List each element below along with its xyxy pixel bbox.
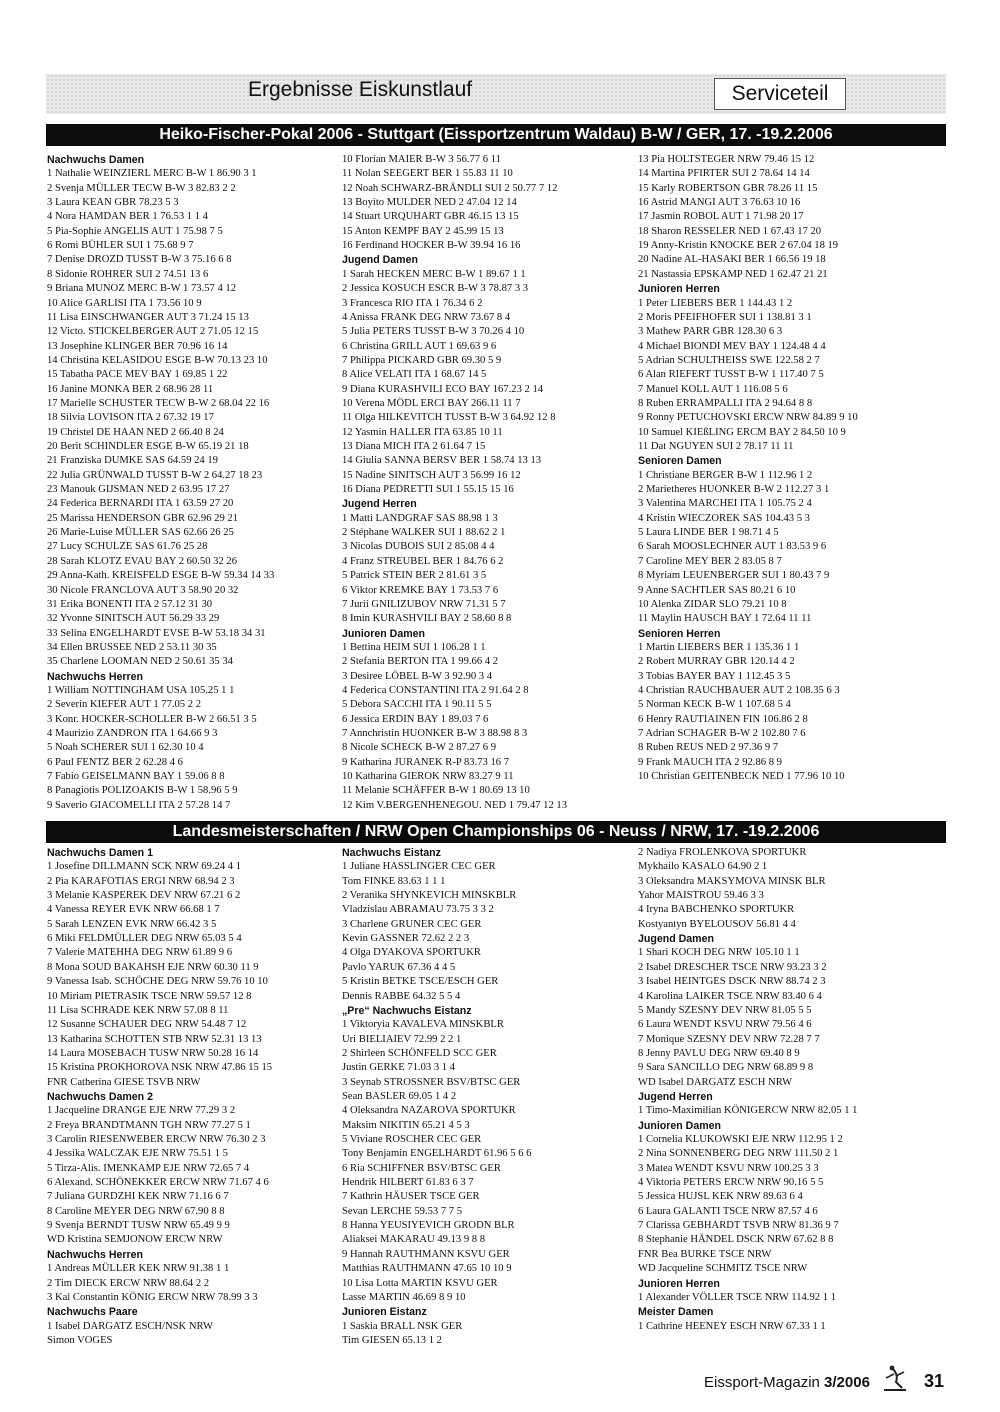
result-row: 5 Sarah LENZEN EVK NRW 66.42 3 5 xyxy=(47,918,217,930)
result-row: 1 Juliane HASSLINGER CEC GER xyxy=(342,861,496,873)
result-row: 6 Alan RIEFERT TUSST B-W 1 117.40 7 5 xyxy=(638,369,824,381)
result-row: 12 Kim V.BERGENHENEGOU. NED 1 79.47 12 13 xyxy=(342,799,568,811)
result-row: 8 Imin KURASHVILI BAY 2 58.60 8 8 xyxy=(342,613,512,625)
result-row: 15 Karly ROBERTSON GBR 78.26 11 15 xyxy=(638,182,818,194)
result-row: 22 Julia GRÜNWALD TUSST B-W 2 64.27 18 23 xyxy=(47,469,263,481)
category-heading: Junioren Damen xyxy=(342,627,426,640)
result-row: 3 Carolin RIESENWEBER ERCW NRW 76.30 2 3 xyxy=(47,1134,266,1145)
result-row: 29 Anna-Kath. KREISFELD ESGE B-W 59.34 14 33 xyxy=(47,570,275,582)
result-row: 15 Nadine SINITSCH AUT 3 56.99 16 12 xyxy=(342,469,521,481)
result-row: 3 Francesca RIO ITA 1 76.34 6 2 xyxy=(342,297,483,309)
result-row: 9 Sara SANCILLO DEG NRW 68.89 9 8 xyxy=(638,1062,814,1074)
footer-magazine-name: Eissport-Magazin xyxy=(704,1374,825,1391)
result-row: Vladzislau ABRAMAU 73.75 3 3 2 xyxy=(342,904,494,916)
result-row: 4 Franz STREUBEL BER 1 84.76 6 2 xyxy=(342,555,504,567)
result-row: Maksim NIKITIN 65.21 4 5 3 xyxy=(342,1119,470,1131)
result-row: 14 Martina PFIRTER SUI 2 78.64 14 14 xyxy=(638,168,810,180)
result-row: 3 Seynab STROSSNER BSV/BTSC GER xyxy=(342,1076,521,1088)
result-row: 1 Viktoryia KAVALEVA MINSKBLR xyxy=(342,1019,504,1031)
result-row: 7 Denise DROZD TUSST B-W 3 75.16 6 8 xyxy=(47,254,232,266)
event1-title: Heiko-Fischer-Pokal 2006 - Stuttgart (Eissportzentrum Waldau) B-W / GER, 17. -19.2.2006 xyxy=(46,124,946,146)
result-row: 5 Julia PETERS TUSST B-W 3 70.26 4 10 xyxy=(342,326,525,338)
result-row: 3 Desiree LÖBEL B-W 3 92.90 3 4 xyxy=(342,670,493,682)
result-row: 6 Miki FELDMÜLLER DEG NRW 65.03 5 4 xyxy=(47,933,242,945)
category-heading: Nachwuchs Herren xyxy=(47,1248,143,1261)
result-row: 1 Cornelia KLUKOWSKI EJE NRW 112.95 1 2 xyxy=(638,1134,843,1145)
result-row: 3 Mathew PARR GBR 128.30 6 3 xyxy=(638,326,783,338)
result-row: Justin GERKE 71.03 3 1 4 xyxy=(342,1062,456,1074)
result-row: 11 Dat NGUYEN SUI 2 78.17 11 11 xyxy=(638,441,794,452)
result-row: 4 Oleksandra NAZAROVA SPORTUKR xyxy=(342,1105,516,1117)
result-row: 3 Melanie KASPEREK DEV NRW 67.21 6 2 xyxy=(47,890,241,902)
result-row: 34 Ellen BRUSSEE NED 2 53.11 30 35 xyxy=(47,641,217,653)
result-row: 9 Svenja BERNDT TUSW NRW 65.49 9 9 xyxy=(47,1220,230,1232)
result-row: 2 Stefania BERTON ITA 1 99.66 4 2 xyxy=(342,656,499,668)
category-heading: Nachwuchs Damen 2 xyxy=(47,1090,153,1103)
result-row: Uri BIELIAIEV 72.99 2 2 1 xyxy=(342,1033,462,1045)
result-row: 2 Shirleen SCHÖNFELD SCC GER xyxy=(342,1047,497,1059)
result-row: 2 Pia KARAFOTIAS ERGI NRW 68.94 2 3 xyxy=(47,875,235,887)
result-row: 25 Marissa HENDERSON GBR 62.96 29 21 xyxy=(47,512,238,524)
result-row: WD Kristina SEMJONOW ERCW NRW xyxy=(47,1234,223,1246)
result-row: 8 Hanna YEUSIYEVICH GRODN BLR xyxy=(342,1220,515,1232)
result-row: 32 Yvonne SINITSCH AUT 56.29 33 29 xyxy=(47,613,220,625)
result-row: 8 Ruben REUS NED 2 97.36 9 7 xyxy=(638,742,779,754)
result-row: 10 Samuel KIEßLING ERCM BAY 2 84.50 10 9 xyxy=(638,426,846,438)
result-row: 6 Romi BÜHLER SUI 1 75.68 9 7 xyxy=(47,240,194,252)
category-heading: Senioren Herren xyxy=(638,627,721,640)
result-row: 6 Laura GALANTI TSCE NRW 87.57 4 6 xyxy=(638,1205,818,1217)
result-row: 11 Lisa EINSCHWANGER AUT 3 71.24 15 13 xyxy=(47,311,249,323)
footer-magazine xyxy=(704,1374,870,1391)
result-row: 17 Marielle SCHUSTER TECW B-W 2 68.04 22 16 xyxy=(47,397,270,409)
result-row: 9 Hannah RAUTHMANN KSVU GER xyxy=(342,1248,510,1260)
page-title: Ergebnisse Eiskunstlauf xyxy=(248,78,473,101)
result-row: 6 Paul FENTZ BER 2 62.28 4 6 xyxy=(47,756,183,768)
result-row: 18 Silvia LOVISON ITA 2 67.32 19 17 xyxy=(47,412,214,424)
result-row: 4 Maurizio ZANDRON ITA 1 64.66 9 3 xyxy=(47,728,218,739)
result-row: 12 Victo. STICKELBERGER AUT 2 71.05 12 15 xyxy=(47,326,259,338)
result-row: 8 Mona SOUD BAKAHSH EJE NRW 60.30 11 9 xyxy=(47,961,259,973)
result-row: 10 Alenka ZIDAR SLO 79.21 10 8 xyxy=(638,598,787,610)
result-row: FNR Bea BURKE TSCE NRW xyxy=(638,1248,772,1260)
result-row: 4 Michael BIONDI MEV BAY 1 124.48 4 4 xyxy=(638,340,826,352)
result-row: 1 Alexander VÖLLER TSCE NRW 114.92 1 1 xyxy=(638,1291,836,1303)
result-row: 1 Saskia BRALL NSK GER xyxy=(342,1320,463,1332)
result-row: Yahor MAISTROU 59.46 3 3 xyxy=(638,890,764,902)
result-row: 4 Karolina LAIKER TSCE NRW 83.40 6 4 xyxy=(638,990,822,1002)
result-row: 8 Myriam LEUENBERGER SUI 1 80.43 7 9 xyxy=(638,570,830,582)
result-row: 19 Christel DE HAAN NED 2 66.40 8 24 xyxy=(47,426,224,438)
result-row: 9 Saverio GIACOMELLI ITA 2 57.28 14 7 xyxy=(47,799,231,811)
result-row: Dennis RABBE 64.32 5 5 4 xyxy=(342,990,461,1002)
result-row: 16 Astrid MANGI AUT 3 76.63 10 16 xyxy=(638,197,801,209)
result-row: 1 Sarah HECKEN MERC B-W 1 89.67 1 1 xyxy=(342,268,526,280)
result-row: 15 Kristina PROKHOROVA NSK NRW 47.86 15 15 xyxy=(47,1062,273,1074)
result-row: 1 Andreas MÜLLER KEK NRW 91.38 1 1 xyxy=(47,1263,230,1275)
result-row: 5 Jessica HUJSL KEK NRW 89.63 6 4 xyxy=(638,1191,803,1203)
category-heading: Jugend Damen xyxy=(342,254,418,267)
category-heading: Nachwuchs Paare xyxy=(47,1306,138,1319)
result-row: Tony Benjamin ENGELHARDT 61.96 5 6 6 xyxy=(342,1148,532,1160)
result-row: 6 Ria SCHIFFNER BSV/BTSC GER xyxy=(342,1162,501,1174)
category-heading: Nachwuchs Damen xyxy=(47,154,145,166)
result-row: 28 Sarah KLOTZ EVAU BAY 2 60.50 32 26 xyxy=(47,555,237,567)
result-row: 24 Federica BERNARDI ITA 1 63.59 27 20 xyxy=(47,498,234,510)
result-row: 10 Miriam PIETRASIK TSCE NRW 59.57 12 8 xyxy=(47,990,252,1002)
result-row: 11 Nolan SEEGERT BER 1 55.83 11 10 xyxy=(342,168,513,180)
result-row: 1 Cathrine HEENEY ESCH NRW 67.33 1 1 xyxy=(638,1320,826,1332)
result-row: 2 Jessica KOSUCH ESCR B-W 3 78.87 3 3 xyxy=(342,283,529,295)
result-row: 7 Juliana GURDZHI KEK NRW 71.16 6 7 xyxy=(47,1191,229,1203)
result-row: 1 Timo-Maximilian KÖNIGERCW NRW 82.05 1 1 xyxy=(638,1105,858,1117)
result-row: 5 Mandy SZESNY DEV NRW 81.05 5 5 xyxy=(638,1004,812,1016)
result-row: Tim GIESEN 65.13 1 2 xyxy=(342,1334,442,1346)
result-row: 6 Laura WENDT KSVU NRW 79.56 4 6 xyxy=(638,1019,812,1031)
result-row: 1 Matti LANDGRAF SAS 88.98 1 3 xyxy=(342,512,498,524)
result-row: 11 Maylin HAUSCH BAY 1 72.64 11 11 xyxy=(638,613,812,625)
result-row: Sevan LERCHE 59.53 7 7 5 xyxy=(342,1205,463,1217)
result-row: 6 Sarah MOOSLECHNER AUT 1 83.53 9 6 xyxy=(638,541,827,553)
result-row: 7 Monique SZESNY DEV NRW 72.28 7 7 xyxy=(638,1033,820,1045)
result-row: 10 Lisa Lotta MARTIN KSVU GER xyxy=(342,1277,498,1289)
result-row: 15 Anton KEMPF BAY 2 45.99 15 13 xyxy=(342,225,504,237)
result-row: 5 Adrian SCHULTHEISS SWE 122.58 2 7 xyxy=(638,354,820,366)
result-row: 4 Jessika WALCZAK EJE NRW 75.51 1 5 xyxy=(47,1148,228,1160)
result-row: 18 Sharon RESSELER NED 1 67.43 17 20 xyxy=(638,225,822,237)
result-row: 6 Alexand. SCHÖNEKKER ERCW NRW 71.67 4 6 xyxy=(47,1177,269,1189)
result-row: 7 Clarissa GEBHARDT TSVB NRW 81.36 9 7 xyxy=(638,1220,839,1232)
result-row: 16 Diana PEDRETTI SUI 1 55.15 15 16 xyxy=(342,484,514,496)
result-row: 13 Josephine KLINGER BER 70.96 16 14 xyxy=(47,340,228,352)
result-row: 12 Noah SCHWARZ-BRÄNDLI SUI 2 50.77 7 12 xyxy=(342,182,558,194)
result-row: 8 Panagiotis POLIZOAKIS B-W 1 58.96 5 9 xyxy=(47,785,238,797)
category-heading: Junioren Herren xyxy=(638,283,720,296)
result-row: Kevin GASSNER 72.62 2 2 3 xyxy=(342,933,470,945)
result-row: 9 Vanessa Isab. SCHÖCHE DEG NRW 59.76 10 10 xyxy=(47,976,268,988)
result-row: Hendrik HILBERT 61.83 6 3 7 xyxy=(342,1177,474,1189)
result-row: 7 Philippa PICKARD GBR 69.30 5 9 xyxy=(342,354,502,366)
result-row: 17 Jasmin ROBOL AUT 1 71.98 20 17 xyxy=(638,211,804,223)
category-heading: Meister Damen xyxy=(638,1306,714,1319)
result-row: 33 Selina ENGELHARDT EVSE B-W 53.18 34 31 xyxy=(47,627,266,639)
result-row: 1 Isabel DARGATZ ESCH/NSK NRW xyxy=(47,1320,213,1332)
result-row: Matthias RAUTHMANN 47.65 10 10 9 xyxy=(342,1263,512,1275)
result-row: 9 Frank MAUCH ITA 2 92.86 8 9 xyxy=(638,756,782,768)
category-heading: „Pre“ Nachwuchs Eistanz xyxy=(342,1004,472,1017)
result-row: 7 Kathrin HÄUSER TSCE GER xyxy=(342,1191,480,1203)
result-row: 9 Anne SACHTLER SAS 80.21 6 10 xyxy=(638,584,796,596)
result-row: 4 Kristin WIECZOREK SAS 104.43 5 3 xyxy=(638,512,810,524)
result-row: Lasse MARTIN 46.69 8 9 10 xyxy=(342,1291,466,1303)
result-row: 1 William NOTTINGHAM USA 105.25 1 1 xyxy=(47,684,235,696)
category-heading: Junioren Damen xyxy=(638,1119,722,1132)
result-row: 7 Adrian SCHAGER B-W 2 102.80 7 6 xyxy=(638,728,806,739)
result-row: 1 Jacqueline DRANGE EJE NRW 77.29 3 2 xyxy=(47,1105,236,1117)
result-row: 10 Florian MAIER B-W 3 56.77 6 11 xyxy=(342,154,501,165)
result-row: 1 Peter LIEBERS BER 1 144.43 1 2 xyxy=(638,297,793,309)
result-row: 3 Laura KEAN GBR 78.23 5 3 xyxy=(47,197,179,209)
result-row: WD Isabel DARGATZ ESCH NRW xyxy=(638,1076,793,1088)
page-number: 31 xyxy=(924,1371,945,1391)
result-row: Sean BASLER 69.05 1 4 2 xyxy=(342,1090,457,1102)
result-row: 14 Christina KELASIDOU ESGE B-W 70.13 23 10 xyxy=(47,354,268,366)
result-row: 15 Tabatha PACE MEV BAY 1 69.85 1 22 xyxy=(47,369,228,381)
category-heading: Junioren Herren xyxy=(638,1277,720,1290)
result-row: 2 Moris PFEIFHOFER SUI 1 138.81 3 1 xyxy=(638,311,812,323)
result-row: 8 Alice VELATI ITA 1 68.67 14 5 xyxy=(342,369,487,381)
result-row: 35 Charlene LOOMAN NED 2 50.61 35 34 xyxy=(47,656,233,668)
result-row: 1 Nathalie WEINZIERL MERC B-W 1 86.90 3 1 xyxy=(47,168,257,180)
result-row: 13 Pia HOLTSTEGER NRW 79.46 15 12 xyxy=(638,154,815,165)
result-row: 8 Stephanie HÄNDEL DSCK NRW 67.62 8 8 xyxy=(638,1234,834,1246)
result-row: 7 Annchristin HUONKER B-W 3 88.98 8 3 xyxy=(342,728,528,739)
result-row: 3 Isabel HEINTGES DSCK NRW 88.74 2 3 xyxy=(638,976,826,988)
result-row: 3 Tobias BAYER BAY 1 112.45 3 5 xyxy=(638,670,791,682)
result-row: 5 Pia-Sophie ANGELIS AUT 1 75.98 7 5 xyxy=(47,225,223,237)
result-row: 27 Lucy SCHULZE SAS 61.76 25 28 xyxy=(47,541,208,553)
result-row: 1 Shari KOCH DEG NRW 105.10 1 1 xyxy=(638,947,800,959)
result-row: 4 Anissa FRANK DEG NRW 73.67 8 4 xyxy=(342,311,511,323)
result-row: 2 Nadiya FROLENKOVA SPORTUKR xyxy=(638,847,807,858)
result-row: 16 Ferdinand HOCKER B-W 39.94 16 16 xyxy=(342,240,521,252)
result-row: 7 Fabio GEISELMANN BAY 1 59.06 8 8 xyxy=(47,771,225,783)
result-row: 10 Katharina GIEROK NRW 83.27 9 11 xyxy=(342,771,514,783)
category-heading: Jugend Herren xyxy=(342,498,417,511)
result-row: 13 Katharina SCHOTTEN STB NRW 52.31 13 13 xyxy=(47,1033,262,1045)
result-row: 8 Sidonie ROHRER SUI 2 74.51 13 6 xyxy=(47,268,209,280)
result-row: 1 Martin LIEBERS BER 1 135.36 1 1 xyxy=(638,641,800,653)
result-row: Aliaksei MAKARAU 49.13 9 8 8 xyxy=(342,1234,486,1246)
result-row: 11 Olga HILKEVITCH TUSST B-W 3 64.92 12 8 xyxy=(342,412,556,424)
result-row: 13 Boyito MULDER NED 2 47.04 12 14 xyxy=(342,197,517,209)
category-heading: Nachwuchs Eistanz xyxy=(342,847,441,859)
result-row: 31 Erika BONENTI ITA 2 57.12 31 30 xyxy=(47,598,213,610)
result-row: 4 Federica CONSTANTINI ITA 2 91.64 2 8 xyxy=(342,684,529,696)
result-row: 2 Marietheres HUONKER B-W 2 112.27 3 1 xyxy=(638,484,830,496)
result-row: 6 Christina GRILL AUT 1 69.63 9 6 xyxy=(342,340,497,352)
category-heading: Jugend Damen xyxy=(638,933,714,946)
result-row: 3 Oleksandra MAKSYMOVA MINSK BLR xyxy=(638,875,826,887)
result-row: 14 Stuart URQUHART GBR 46.15 13 15 xyxy=(342,211,519,223)
result-row: 9 Briana MUNOZ MERC B-W 1 73.57 4 12 xyxy=(47,283,237,295)
result-row: 10 Christian GEITENBECK NED 1 77.96 10 10 xyxy=(638,771,845,783)
result-row: 26 Marie-Luise MÜLLER SAS 62.66 26 25 xyxy=(47,527,234,539)
result-row: 20 Nadine AL-HASAKI BER 1 66.56 19 18 xyxy=(638,254,826,266)
result-row: 11 Melanie SCHÄFFER B-W 1 80.69 13 10 xyxy=(342,785,530,797)
result-row: 4 Iryna BABCHENKO SPORTUKR xyxy=(638,904,795,916)
result-row: 3 Nicolas DUBOIS SUI 2 85.08 4 4 xyxy=(342,541,495,553)
result-row: 2 Isabel DRESCHER TSCE NRW 93.23 3 2 xyxy=(638,961,827,973)
result-row: 10 Verena MÖDL ERCI BAY 266.11 11 7 xyxy=(342,397,521,409)
result-row: 2 Veranika SHYNKEVICH MINSKBLR xyxy=(342,890,517,902)
result-row: 21 Franziska DUMKE SAS 64.59 24 19 xyxy=(47,455,218,467)
result-row: 5 Norman KECK B-W 1 107.68 5 4 xyxy=(638,699,791,711)
result-row: 7 Jurii GNILIZUBOV NRW 71.31 5 7 xyxy=(342,598,506,610)
result-row: 5 Kristin BETKE TSCE/ESCH GER xyxy=(342,976,499,988)
result-row: 7 Manuel KOLL AUT 1 116.08 5 6 xyxy=(638,383,788,395)
result-row: 5 Laura LINDE BER 1 98.71 4 5 xyxy=(638,527,779,539)
category-heading: Junioren Eistanz xyxy=(342,1306,427,1319)
result-row: FNR Catherina GIESE TSVB NRW xyxy=(47,1076,201,1088)
result-row: 4 Olga DYAKOVA SPORTUKR xyxy=(342,947,481,959)
skater-logo-icon xyxy=(878,1364,912,1394)
result-row: 8 Ruben ERRAMPALLI ITA 2 94.64 8 8 xyxy=(638,397,813,409)
result-row: 1 Bettina HEIM SUI 1 106.28 1 1 xyxy=(342,641,486,653)
result-row: 2 Svenja MÜLLER TECW B-W 3 82.83 2 2 xyxy=(47,182,236,194)
result-row: 5 Viviane ROSCHER CEC GER xyxy=(342,1134,482,1145)
result-row: 7 Valerie MATEHHA DEG NRW 61.89 9 6 xyxy=(47,947,232,959)
result-row: 12 Susanne SCHAUER DEG NRW 54.48 7 12 xyxy=(47,1019,247,1031)
category-heading: Senioren Damen xyxy=(638,455,722,468)
result-row: 9 Katharina JURANEK R-P 83.73 16 7 xyxy=(342,756,510,768)
result-row: 6 Viktor KREMKE BAY 1 73.53 7 6 xyxy=(342,584,499,596)
result-row: 8 Jenny PAVLU DEG NRW 69.40 8 9 xyxy=(638,1047,800,1059)
result-row: 3 Valentina MARCHEI ITA 1 105.75 2 4 xyxy=(638,498,812,510)
result-row: 4 Christian RAUCHBAUER AUT 2 108.35 6 3 xyxy=(638,684,840,696)
result-row: 5 Debora SACCHI ITA 1 90.11 5 5 xyxy=(342,699,492,711)
footer-issue: 3/2006 xyxy=(824,1374,870,1391)
result-row: 4 Viktoria PETERS ERCW NRW 90.16 5 5 xyxy=(638,1177,824,1189)
result-row: 3 Charlene GRUNER CEC GER xyxy=(342,918,482,930)
result-row: 3 Konr. HOCKER-SCHOLLER B-W 2 66.51 3 5 xyxy=(47,713,257,725)
result-row: 16 Janine MONKA BER 2 68.96 28 11 xyxy=(47,383,214,395)
result-row: 5 Patrick STEIN BER 2 81.61 3 5 xyxy=(342,570,487,582)
result-row: 8 Caroline MEYER DEG NRW 67.90 8 8 xyxy=(47,1205,225,1217)
result-row: 3 Kai Constantin KÖNIG ERCW NRW 78.99 3 3 xyxy=(47,1291,258,1303)
result-row: 1 Christiane BERGER B-W 1 112.96 1 2 xyxy=(638,469,813,481)
category-heading: Nachwuchs Damen 1 xyxy=(47,847,153,859)
result-row: 11 Lisa SCHRADE KEK NRW 57.08 8 11 xyxy=(47,1004,229,1016)
result-row: 5 Noah SCHERER SUI 1 62.30 10 4 xyxy=(47,742,204,754)
result-row: Kostyantyn BYELOUSOV 56.81 4 4 xyxy=(638,918,796,930)
result-row: 8 Nicole SCHECK B-W 2 87.27 6 9 xyxy=(342,742,496,754)
result-row: 2 Severin KIEFER AUT 1 77.05 2 2 xyxy=(47,699,201,711)
result-row: 23 Manouk GIJSMAN NED 2 63.95 17 27 xyxy=(47,484,230,496)
result-row: 7 Caroline MEY BER 2 83.05 8 7 xyxy=(638,555,782,567)
result-row: Mykhailo KASALO 64.90 2 1 xyxy=(638,861,768,873)
result-row: Pavlo YARUK 67.36 4 4 5 xyxy=(342,961,456,973)
result-row: 2 Nina SONNENBERG DEG NRW 111.50 2 1 xyxy=(638,1148,839,1160)
result-row: 2 Robert MURRAY GBR 120.14 4 2 xyxy=(638,656,795,668)
result-row: 9 Diana KURASHVILI ECO BAY 167.23 2 14 xyxy=(342,383,544,395)
result-row: 4 Nora HAMDAN BER 1 76.53 1 1 4 xyxy=(47,211,208,223)
result-row: 2 Tim DIECK ERCW NRW 88.64 2 2 xyxy=(47,1277,210,1289)
result-row: 2 Stéphane WALKER SUI 1 88.62 2 1 xyxy=(342,527,506,539)
result-row: 4 Vanessa REYER EVK NRW 66.68 1 7 xyxy=(47,904,220,916)
event2-title: Landesmeisterschaften / NRW Open Championships 06 - Neuss / NRW, 17. -19.2.2006 xyxy=(46,821,946,843)
result-row: 14 Laura MOSEBACH TUSW NRW 50.28 16 14 xyxy=(47,1047,259,1059)
result-row: 6 Jessica ERDIN BAY 1 89.03 7 6 xyxy=(342,713,489,725)
result-row: 12 Yasmin HALLER ITA 63.85 10 11 xyxy=(342,426,503,438)
result-row: 5 Tirza-Alis. IMENKAMP EJE NRW 72.65 7 4 xyxy=(47,1162,250,1174)
result-row: 19 Anny-Kristin KNOCKE BER 2 67.04 18 19 xyxy=(638,240,839,252)
category-heading: Jugend Herren xyxy=(638,1090,713,1103)
result-row: 30 Nicole FRANCLOVA AUT 3 58.90 20 32 xyxy=(47,584,239,596)
result-row: 2 Freya BRANDTMANN TGH NRW 77.27 5 1 xyxy=(47,1119,251,1131)
result-row: 6 Henry RAUTIAINEN FIN 106.86 2 8 xyxy=(638,713,808,725)
result-row: 9 Ronny PETUCHOVSKI ERCW NRW 84.89 9 10 xyxy=(638,412,858,424)
result-row: 14 Giulia SANNA BERSV BER 1 58.74 13 13 xyxy=(342,455,542,467)
result-row: Simon VOGES xyxy=(47,1334,113,1346)
result-row: 13 Diana MICH ITA 2 61.64 7 15 xyxy=(342,441,486,452)
section-label: Serviceteil xyxy=(714,78,846,110)
category-heading: Nachwuchs Herren xyxy=(47,670,143,683)
result-row: 10 Alice GARLISI ITA 1 73.56 10 9 xyxy=(47,297,202,309)
result-row: 21 Nastassia EPSKAMP NED 1 62.47 21 21 xyxy=(638,268,828,280)
result-row: 3 Matea WENDT KSVU NRW 100.25 3 3 xyxy=(638,1162,819,1174)
result-row: 1 Josefine DILLMANN SCK NRW 69.24 4 1 xyxy=(47,861,242,873)
result-row: 20 Berit SCHINDLER ESGE B-W 65.19 21 18 xyxy=(47,441,249,452)
result-row: Tom FINKE 83.63 1 1 1 xyxy=(342,875,446,887)
result-row: WD Jacqueline SCHMITZ TSCE NRW xyxy=(638,1263,808,1275)
